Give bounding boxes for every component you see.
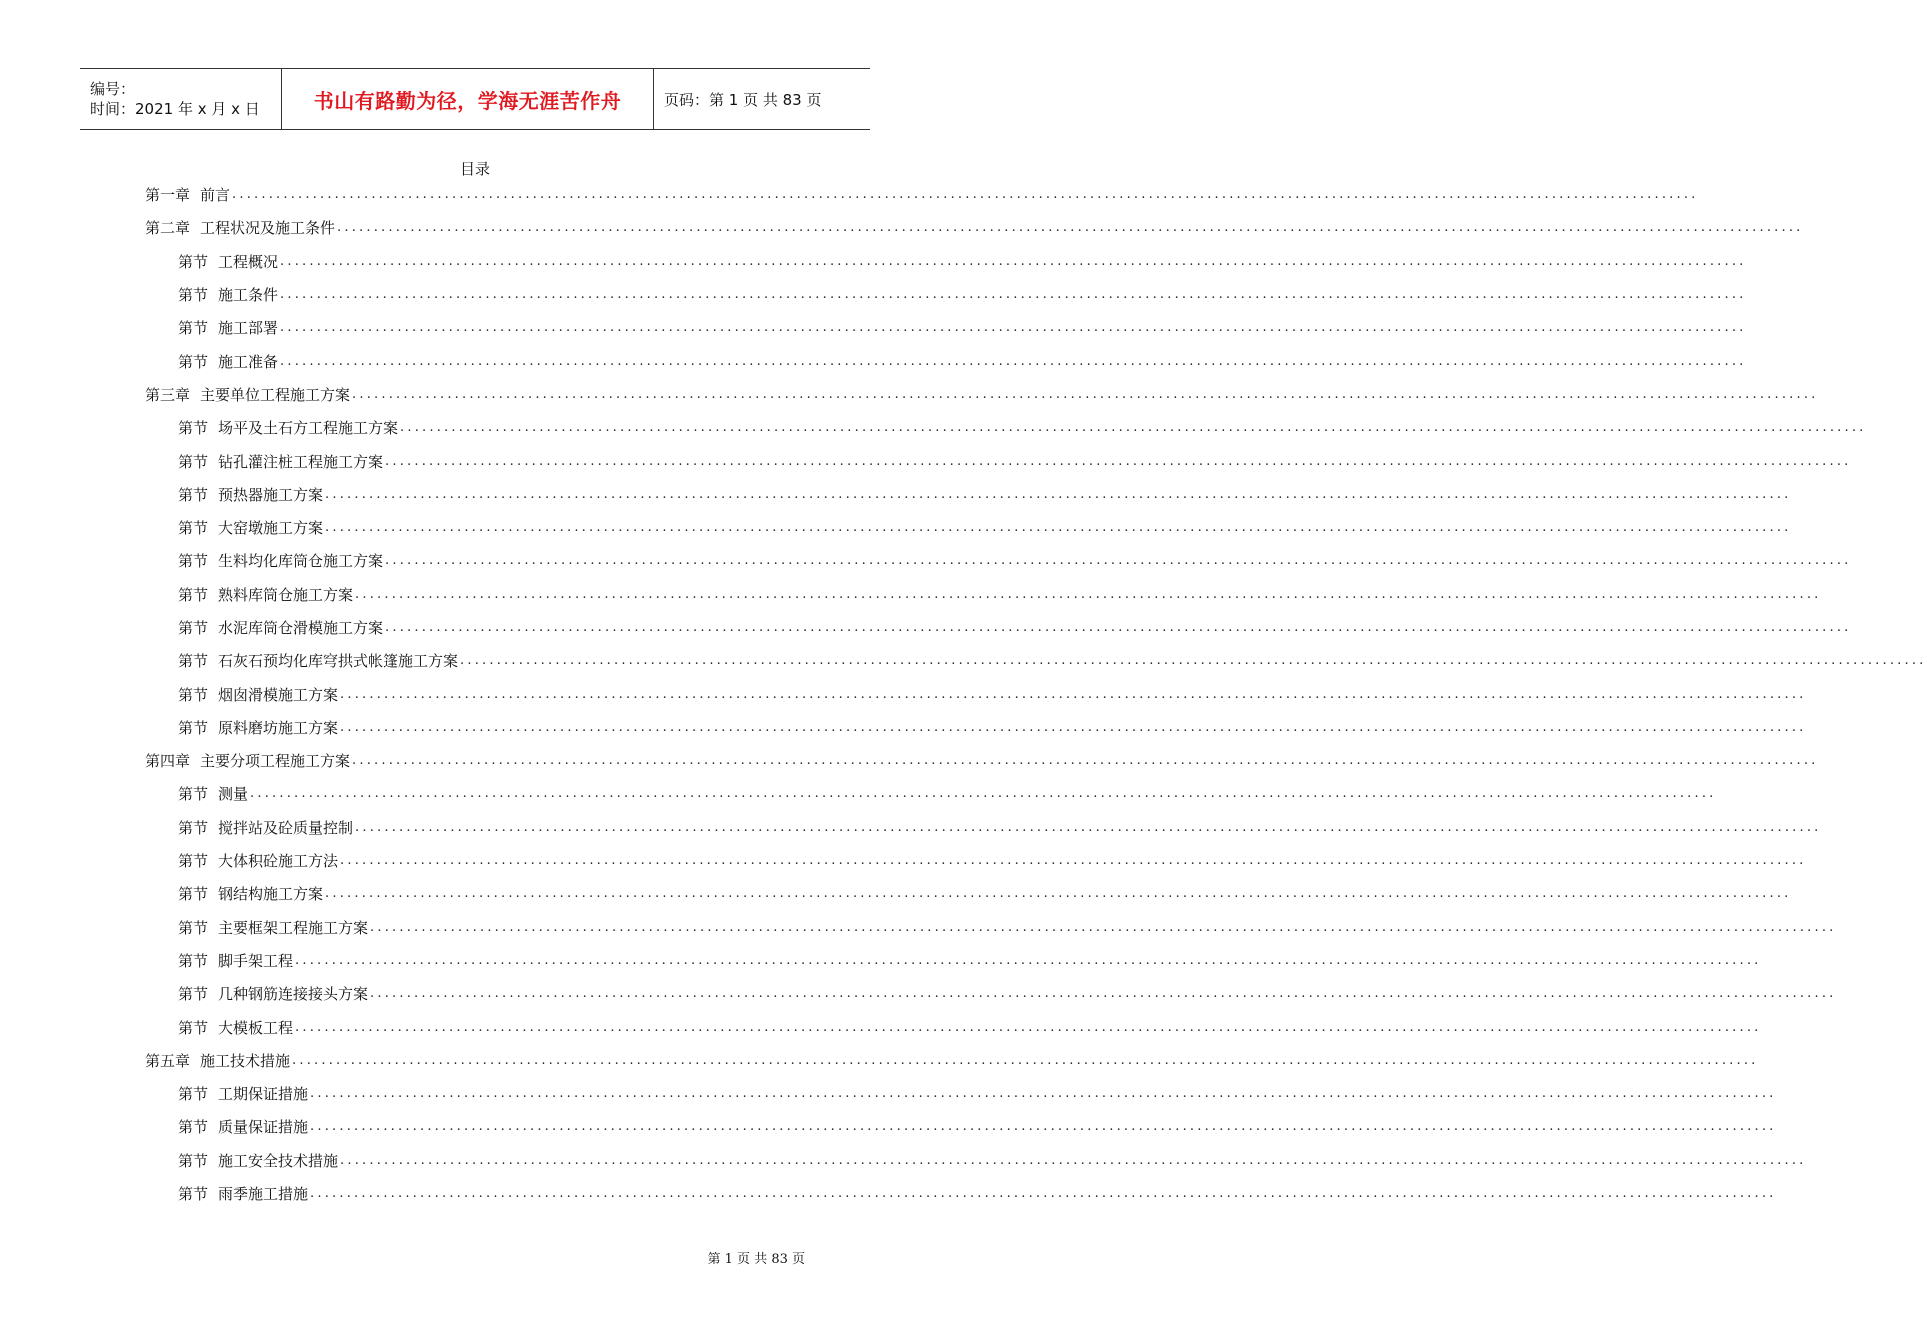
toc-section-entry[interactable] [145, 777, 1717, 810]
toc-entry-title: 预热器施工方案 [218, 485, 324, 504]
toc-leader-dots: ........................................................................................................................................................................................................ [337, 220, 1804, 236]
toc-entry-number: 第节 [178, 252, 209, 271]
toc-entry-title: 水泥库筒仓滑模施工方案 [218, 619, 384, 637]
toc-leader-dots: ........................................................................................................................................................................................................ [232, 187, 1699, 203]
toc-entry-number: 第节 [178, 951, 209, 970]
code-label: 编号： [90, 80, 136, 98]
toc-leader-dots: ........................................................................................................................................................................................................ [310, 1086, 1777, 1102]
toc-chapter-entry[interactable] [145, 211, 1804, 244]
toc-section-entry[interactable] [145, 544, 1852, 577]
toc-section-entry[interactable] [145, 711, 1807, 744]
toc-leader-dots: ........................................................................................................................................................................................................ [280, 320, 1747, 336]
toc-leader-dots: ........................................................................................................................................................................................................ [310, 1119, 1777, 1135]
toc-entry-title: 工期保证措施 [218, 1085, 309, 1104]
toc-section-entry[interactable] [145, 1110, 1777, 1143]
toc-entry-title: 原料磨坊施工方案 [218, 718, 339, 737]
toc-entry-number: 第节 [178, 319, 209, 338]
toc-entry-number: 第节 [178, 685, 209, 704]
toc-section-entry[interactable] [145, 644, 1927, 677]
header-meta [80, 69, 282, 129]
toc-entry-title: 大模板工程 [218, 1018, 294, 1037]
toc-section-entry[interactable] [145, 944, 1762, 977]
toc-section-entry[interactable] [145, 444, 1852, 477]
toc-entry-number: 第节 [178, 652, 209, 671]
toc-leader-dots: ........................................................................................................................................................................................................ [325, 486, 1792, 502]
toc-entry-title: 石灰石预均化库穹拱式帐篷施工方案 [218, 652, 459, 671]
toc-section-entry[interactable] [145, 245, 1747, 278]
toc-leader-dots: ........................................................................................................................................................................................................ [292, 1052, 1759, 1068]
toc-leader-dots: ........................................................................................................................................................................................................ [340, 1152, 1807, 1168]
toc-entry-title: 场平及土石方工程施工方案 [218, 419, 399, 438]
toc-entry-title: 生料均化库筒仓施工方案 [218, 552, 384, 571]
toc-leader-dots: ........................................................................................................................................................................................................ [280, 253, 1747, 269]
toc-section-entry[interactable] [145, 844, 1807, 877]
toc-entry-number: 第五章 [145, 1051, 191, 1070]
toc-entry-title: 施工条件 [218, 286, 279, 305]
toc-leader-dots: ........................................................................................................................................................................................................ [250, 786, 1717, 802]
toc-entry-title: 主要框架工程施工方案 [218, 918, 369, 937]
page-header [80, 68, 870, 130]
toc-entry-number: 第节 [178, 885, 209, 904]
toc-chapter-entry[interactable] [145, 378, 1819, 411]
toc-section-entry[interactable] [145, 411, 1867, 444]
toc-entry-title: 脚手架工程 [218, 951, 294, 970]
toc-entry-title: 主要单位工程施工方案 [200, 385, 351, 404]
toc-leader-dots: ........................................................................................................................................................................................................ [355, 819, 1822, 835]
header-motto: 书山有路勤为径，学海无涯苦作舟 [313, 88, 622, 113]
toc-section-entry[interactable] [145, 611, 1852, 644]
toc-section-entry[interactable] [145, 911, 1837, 944]
toc-entry-title: 几种钢筋连接接头方案 [218, 985, 369, 1004]
toc-entry-number: 第节 [178, 918, 209, 937]
toc-chapter-entry[interactable] [145, 178, 1699, 211]
toc-section-entry[interactable] [145, 677, 1807, 710]
toc-entry-number: 第一章 [145, 186, 191, 205]
toc-entry-title: 施工准备 [218, 352, 279, 371]
toc-section-entry[interactable] [145, 811, 1822, 844]
toc-chapter-entry[interactable] [145, 1044, 1759, 1077]
toc-entry-number: 第节 [178, 818, 209, 837]
toc-entry-title: 钢结构施工方案 [218, 885, 324, 904]
toc-entry-number: 第节 [178, 485, 209, 504]
toc-section-entry[interactable] [145, 578, 1822, 611]
toc-chapter-entry[interactable] [145, 744, 1819, 777]
toc-title: 目录 [459, 160, 490, 178]
toc-leader-dots: ........................................................................................................................................................................................................ [310, 1186, 1777, 1202]
toc-entry-number: 第节 [178, 552, 209, 571]
table-of-contents [145, 178, 1927, 1210]
toc-entry-title: 雨季施工措施 [218, 1185, 309, 1204]
toc-leader-dots: ........................................................................................................................................................................................................ [280, 287, 1747, 303]
toc-leader-dots: ........................................................................................................................................................................................................ [385, 620, 1852, 635]
header-motto-cell [282, 69, 654, 129]
toc-leader-dots: ........................................................................................................................................................................................................ [340, 719, 1807, 735]
toc-leader-dots: ........................................................................................................................................................................................................ [385, 453, 1852, 469]
toc-entry-number: 第节 [178, 718, 209, 737]
toc-entry-number: 第节 [178, 419, 209, 438]
toc-entry-title: 施工技术措施 [200, 1051, 291, 1070]
toc-section-entry[interactable] [145, 311, 1747, 344]
toc-leader-dots: ........................................................................................................................................................................................................ [280, 353, 1747, 369]
toc-entry-number: 第节 [178, 985, 209, 1004]
toc-entry-number: 第节 [178, 1018, 209, 1037]
toc-entry-title: 熟料库筒仓施工方案 [218, 585, 354, 604]
toc-entry-title: 搅拌站及砼质量控制 [218, 818, 354, 837]
toc-leader-dots: ........................................................................................................................................................................................................ [325, 886, 1792, 902]
toc-entry-number: 第节 [178, 1118, 209, 1137]
toc-entry-number: 第节 [178, 452, 209, 471]
toc-leader-dots: ........................................................................................................................................................................................................ [385, 553, 1852, 569]
toc-entry-number: 第三章 [145, 385, 191, 404]
toc-entry-number: 第四章 [145, 752, 191, 771]
toc-section-entry[interactable] [145, 278, 1747, 311]
toc-entry-title: 大窑墩施工方案 [218, 519, 324, 538]
toc-leader-dots: ........................................................................................................................................................................................................ [340, 686, 1807, 702]
toc-entry-title: 测量 [218, 785, 249, 804]
toc-entry-number: 第节 [178, 1151, 209, 1170]
toc-section-entry[interactable] [145, 511, 1792, 544]
toc-leader-dots: ........................................................................................................................................................................................................ [295, 952, 1762, 968]
toc-entry-title: 前言 [200, 186, 231, 205]
toc-leader-dots: ........................................................................................................................................................................................................ [460, 653, 1927, 669]
toc-entry-title: 大体积砼施工方法 [218, 852, 339, 871]
toc-leader-dots: ........................................................................................................................................................................................................ [370, 986, 1837, 1002]
toc-entry-number: 第二章 [145, 219, 191, 238]
toc-entry-title: 主要分项工程施工方案 [200, 752, 351, 771]
toc-section-entry[interactable] [145, 1010, 1762, 1043]
toc-entry-title: 施工部署 [218, 319, 279, 338]
toc-leader-dots: ........................................................................................................................................................................................................ [355, 586, 1822, 602]
toc-section-entry[interactable] [145, 977, 1837, 1010]
toc-leader-dots: ........................................................................................................................................................................................................ [352, 753, 1819, 769]
toc-leader-dots: ........................................................................................................................................................................................................ [400, 420, 1867, 436]
toc-section-entry[interactable] [145, 877, 1792, 910]
toc-entry-number: 第节 [178, 1085, 209, 1104]
toc-entry-title: 工程概况 [218, 252, 279, 271]
toc-entry-title: 施工安全技术措施 [218, 1151, 339, 1170]
toc-section-entry[interactable] [145, 1077, 1777, 1110]
toc-section-entry[interactable] [145, 1144, 1807, 1177]
toc-entry-number: 第节 [178, 619, 209, 637]
page-footer: 第 1 页 共 83 页 [707, 1252, 805, 1267]
toc-entry-title: 烟囱滑模施工方案 [218, 685, 339, 704]
toc-entry-number: 第节 [178, 785, 209, 804]
header-page-info: 页码：第 1 页 共 83 页 [664, 90, 822, 109]
toc-entry-title: 工程状况及施工条件 [200, 219, 336, 238]
toc-leader-dots: ........................................................................................................................................................................................................ [370, 919, 1837, 935]
time-label: 时间：2021 年 x 月 x 日 [90, 100, 260, 118]
toc-entry-number: 第节 [178, 352, 209, 371]
toc-leader-dots: ........................................................................................................................................................................................................ [352, 386, 1819, 402]
toc-section-entry[interactable] [145, 478, 1792, 511]
toc-entry-number: 第节 [178, 519, 209, 538]
toc-leader-dots: ........................................................................................................................................................................................................ [325, 520, 1792, 536]
toc-entry-number: 第节 [178, 1185, 209, 1204]
toc-section-entry[interactable] [145, 344, 1747, 377]
toc-entry-title: 钻孔灌注桩工程施工方案 [218, 452, 384, 471]
toc-leader-dots: ........................................................................................................................................................................................................ [295, 1019, 1762, 1035]
toc-section-entry[interactable] [145, 1177, 1777, 1210]
toc-entry-number: 第节 [178, 852, 209, 871]
toc-entry-title: 质量保证措施 [218, 1118, 309, 1137]
toc-entry-number: 第节 [178, 286, 209, 305]
header-page-info-cell [654, 69, 870, 129]
toc-entry-number: 第节 [178, 585, 209, 604]
toc-leader-dots: ........................................................................................................................................................................................................ [340, 853, 1807, 869]
